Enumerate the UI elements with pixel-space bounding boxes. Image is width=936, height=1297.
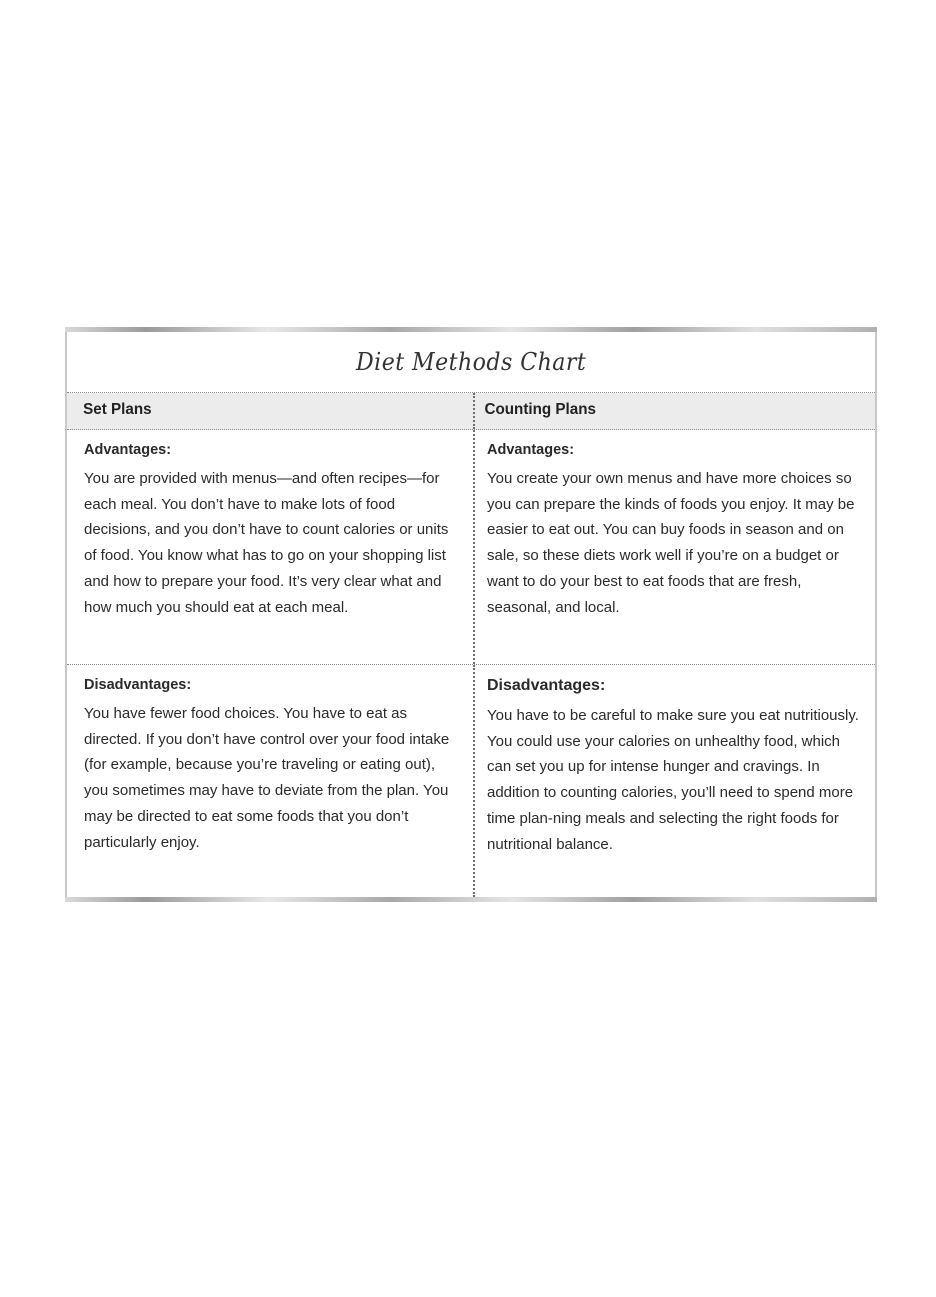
diet-methods-chart bbox=[65, 327, 877, 902]
advantages-label: Advantages: bbox=[84, 442, 172, 458]
counting-plans-advantages-cell bbox=[473, 430, 875, 664]
header-counting-plans bbox=[473, 393, 875, 429]
disadvantages-label: Disadvantages: bbox=[487, 677, 606, 694]
column-header: Set Plans bbox=[83, 401, 152, 418]
advantages-text: You are provided with menus—and often recipes—for each meal. You don’t have to make lots of food decisions, and you don’t have to count calories or units of food. You know what has to go on your shopping list and how to prepare your food. It’s very clear what and how much you should eat at each meal. bbox=[84, 470, 449, 616]
set-plans-disadvantages-cell bbox=[67, 665, 473, 897]
advantages-label: Advantages: bbox=[487, 442, 575, 458]
header-set-plans bbox=[67, 393, 473, 429]
disadvantages-label: Disadvantages: bbox=[84, 677, 192, 693]
chart-title-row bbox=[67, 332, 875, 393]
disadvantages-text: You have to be careful to make sure you eat nutritiously. You could use your calories on unhealthy food, which can set you up for intense hunger and cravings. In addition to counting calories, you’ll need to spend more time plan-ning meals and selecting the right foods for nutritional balance. bbox=[487, 707, 859, 853]
set-plans-advantages-cell bbox=[67, 430, 473, 664]
advantages-text: You create your own menus and have more choices so you can prepare the kinds of foods you enjoy. It may be easier to eat out. You can buy foods in season and on sale, so these diets work well if you’re on a budget or want to do your best to eat foods that are fresh, seasonal, and local. bbox=[487, 470, 855, 616]
disadvantages-text: You have fewer food choices. You have to eat as directed. If you don’t have control over your food intake (for example, because you’re traveling or eating out), you sometimes may have to deviate from the plan. You may be directed to eat some foods that you don’t particularly enjoy. bbox=[84, 705, 450, 851]
chart-title: Diet Methods Chart bbox=[355, 348, 587, 376]
counting-plans-disadvantages-cell bbox=[473, 665, 875, 897]
column-header-row bbox=[67, 393, 875, 430]
column-header: Counting Plans bbox=[484, 401, 596, 418]
disadvantages-row bbox=[67, 665, 875, 897]
advantages-row bbox=[67, 430, 875, 665]
bottom-border-bar bbox=[65, 897, 877, 902]
